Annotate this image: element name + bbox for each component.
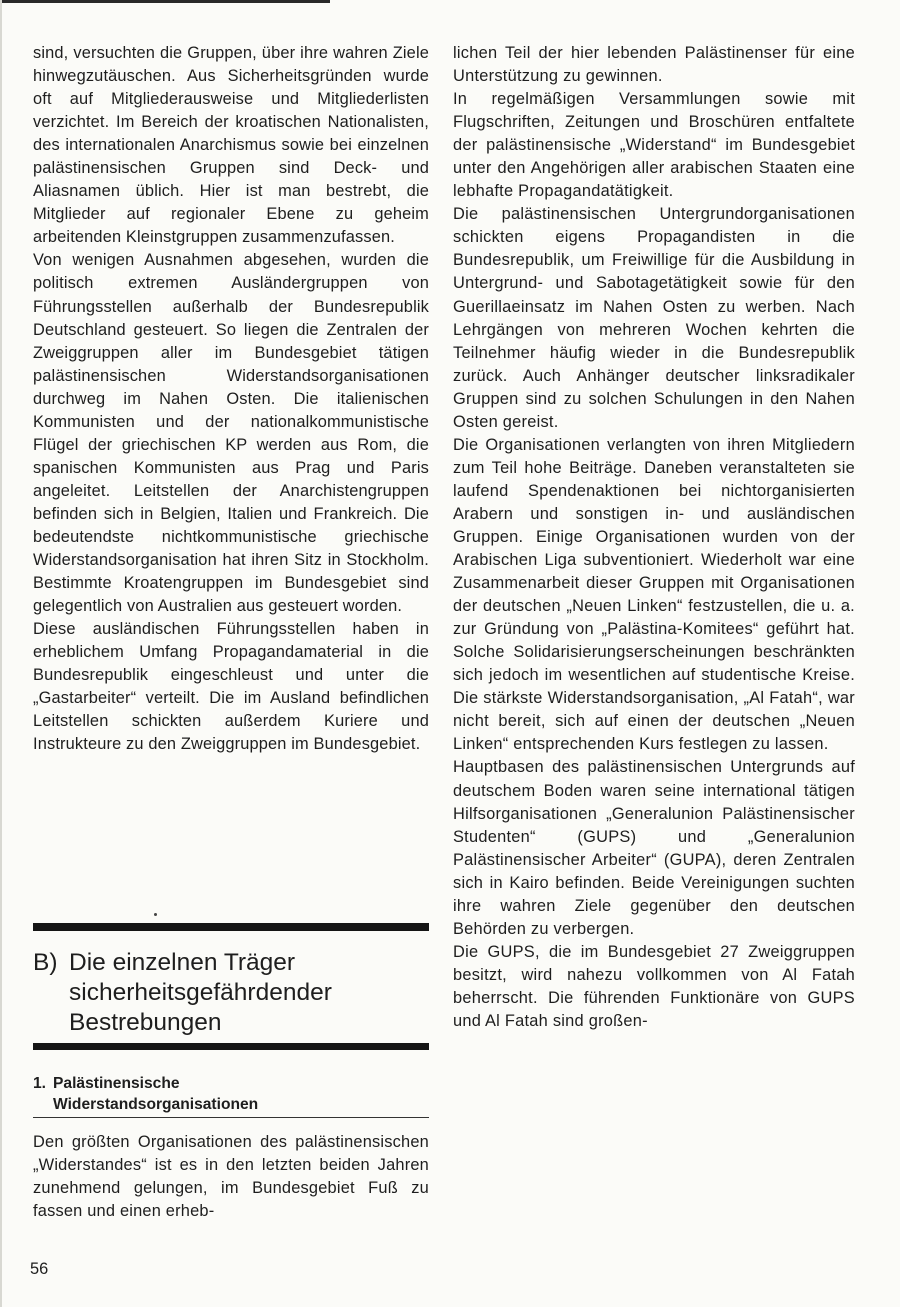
section-rule-bottom bbox=[33, 1043, 429, 1050]
paragraph: Diese ausländischen Führungsstellen haben in erheblichem Umfang Propagandamaterial in die Bundesrepublik eingeschleust und unter die „Gastarbeiter“ verteilt. Die im Ausland befindlichen Leitstellen schickten außerdem Kuriere und Instrukteure zu den Zweiggruppen im Bundesgebiet. bbox=[33, 620, 429, 754]
speck bbox=[154, 913, 157, 916]
page-edge bbox=[0, 0, 2, 1307]
left-column bbox=[33, 42, 429, 756]
paragraph: In regelmäßigen Versammlungen sowie mit Flugschriften, Zeitungen und Broschüren entfaltete der palästinensische „Widerstand“ im Bundesgebiet unter den Angehörigen aller arabischen Staaten eine lebhafte Propagandatätigkeit. bbox=[453, 90, 855, 201]
paragraph: Von wenigen Ausnahmen abgesehen, wurden die politisch extremen Ausländergruppen von Führungsstellen außerhalb der Bundesrepublik Deutschland gesteuert. So liegen die Zentralen der Zweiggruppen aller im Bundesgebiet tätigen palästinensischen Widerstandsorganisationen durchweg im Nahen Osten. Die italienischen Kommunisten und der nationalkommunistische Flügel der griechischen KP werden aus Rom, die spanischen Kommunisten aus Prag und Paris angeleitet. Leitstellen der Anarchistengruppen befinden sich in Belgien, Italien und Frankreich. Die bedeutendste nichtkommunistische griechische Widerstandsorganisation hat ihren Sitz in Stockholm. Bestimmte Kroatengruppen im Bundesgebiet sind gelegentlich von Australien aus gesteuert worden. bbox=[33, 251, 429, 616]
paragraph: Die palästinensischen Untergrundorganisationen schickten eigens Propagandisten in die Bundesrepublik, um Freiwillige für die Ausbildung in Untergrund- und Sabotagetätigkeit sowie für den Guerillaeinsatz im Nahen Osten zu werben. Nach Lehrgängen von mehreren Wochen kehrten die Teilnehmer häufig wieder in die Bundesrepublik zurück. Auch Anhänger deutscher linksradikaler Gruppen sind zu solchen Schulungen in den Nahen Osten gereist. bbox=[453, 205, 855, 431]
subsection-title: Palästinensische Widerstandsorganisationen bbox=[53, 1075, 259, 1113]
top-rule bbox=[0, 0, 330, 3]
subsection-number: 1. bbox=[33, 1075, 47, 1092]
section-rule-top bbox=[33, 923, 429, 931]
paragraph: Hauptbasen des palästinensischen Untergrunds auf deutschem Boden waren seine international tätigen Hilfsorganisationen „Generalunion Palästinensischer Studenten“ (GUPS) und „Generalunion Palästinensischer Arbeiter“ (GUPA), deren Zentralen sich in Kairo befinden. Beide Vereinigungen suchten ihre wahren Ziele gegenüber den deutschen Behörden zu verbergen. bbox=[453, 758, 855, 938]
paragraph: lichen Teil der hier lebenden Palästinenser für eine Unterstützung zu gewinnen. bbox=[453, 44, 855, 86]
page-number: 56 bbox=[30, 1260, 49, 1278]
section-title: Die einzelnen Träger sicherheitsgefährdender Bestrebungen bbox=[69, 949, 332, 1036]
section-letter: B) bbox=[33, 949, 58, 976]
paragraph: Die Organisationen verlangten von ihren Mitgliedern zum Teil hohe Beiträge. Daneben veranstalteten sie laufend Spendenaktionen bei nichtorganisierten Arabern und sonstigen in- und ausländischen Gruppen. Einige Organisationen wurden von der Arabischen Liga subventioniert. Wiederholt war eine Zusammenarbeit dieser Gruppen mit Organisationen der deutschen „Neuen Linken“ festzustellen, die u. a. zur Gründung von „Palästina-Komitees“ geführt hat. Solche Solidarisierungserscheinungen beschränkten sich jedoch im wesentlichen auf studentische Kreise. Die stärkste Widerstandsorganisation, „Al Fatah“, war nicht bereit, sich auf einen der deutschen „Neuen Linken“ entsprechenden Kurs festlegen zu lassen. bbox=[453, 435, 855, 754]
paragraph: Den größten Organisationen des palästinensischen „Widerstandes“ ist es in den letzten beiden Jahren zunehmend gelungen, im Bundesgebiet Fuß zu fassen und einen erheb- bbox=[33, 1133, 429, 1221]
intro-block bbox=[33, 1131, 429, 1223]
right-column bbox=[453, 42, 855, 1033]
paragraph: Die GUPS, die im Bundesgebiet 27 Zweiggruppen besitzt, wird nahezu vollkommen von Al Fatah beherrscht. Die führenden Funktionäre von GUPS und Al Fatah sind großen- bbox=[453, 942, 855, 1030]
subsection-rule bbox=[33, 1117, 429, 1118]
paragraph: sind, versuchten die Gruppen, über ihre wahren Ziele hinwegzutäuschen. Aus Sicherheitsgründen wurde oft auf Mitgliederausweise und Mitgliederlisten verzichtet. Im Bereich der kroatischen Nationalisten, des internationalen Anarchismus sowie bei einzelnen palästinensischen Gruppen sind Deck- und Aliasnamen üblich. Hier ist man bestrebt, die Mitglieder auf regionaler Ebene zu geheim arbeitenden Kleinstgruppen zusammenzufassen. bbox=[33, 44, 429, 247]
